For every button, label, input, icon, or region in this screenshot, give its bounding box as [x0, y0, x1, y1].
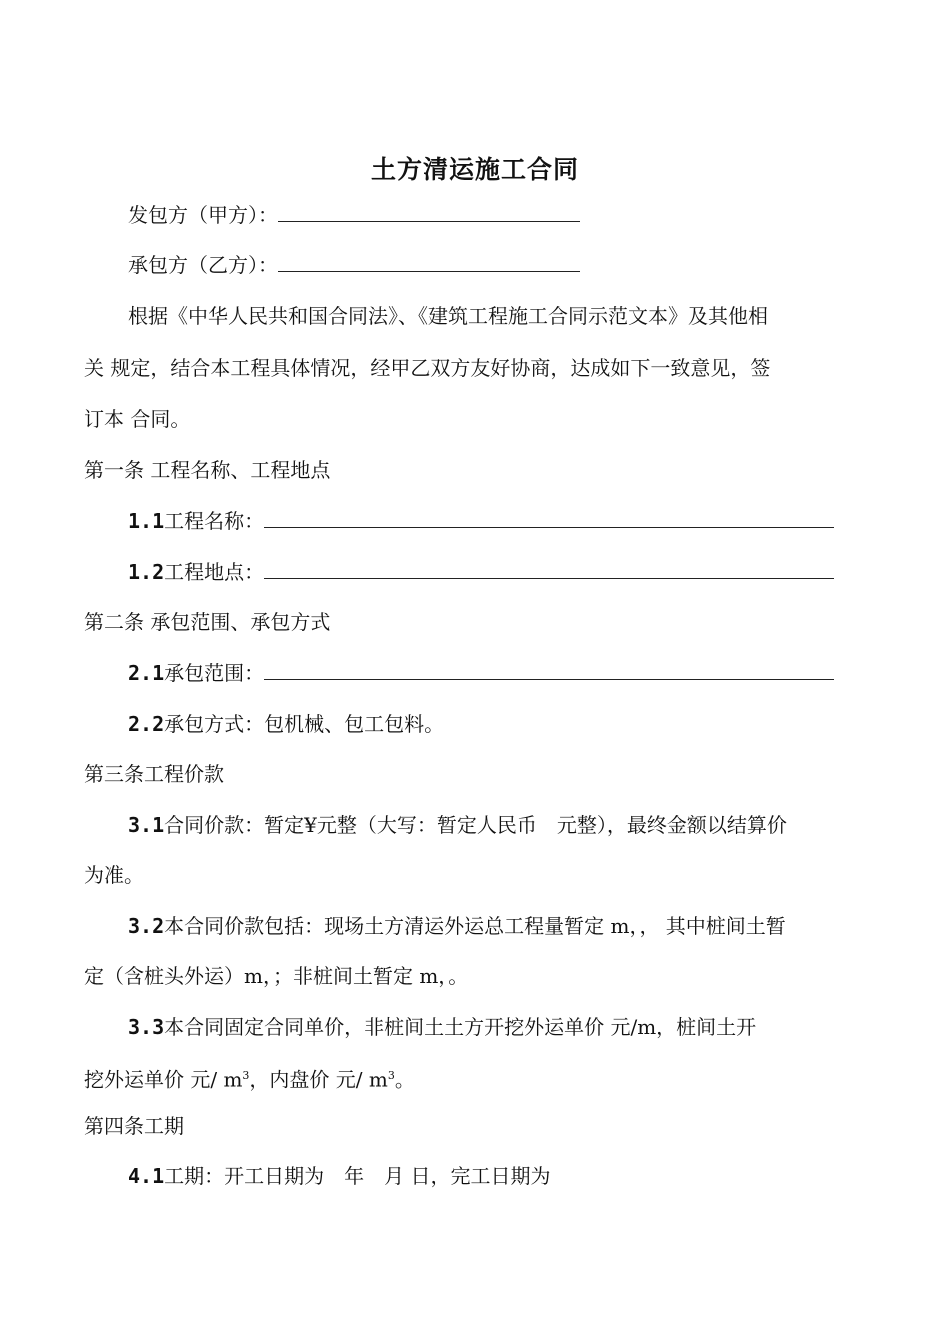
article-4-item-1 — [128, 1163, 550, 1189]
item-number: 1.2 — [128, 560, 165, 584]
item-number: 3.1 — [128, 813, 165, 837]
article-2-item-2 — [128, 711, 444, 737]
party-a-label: 发包方（甲方）： — [128, 203, 278, 227]
item-number: 3.3 — [128, 1015, 165, 1039]
party-a-field[interactable] — [278, 203, 580, 222]
inner-price-text: ，内盘价 元/ m — [249, 1067, 388, 1092]
project-location-field[interactable] — [264, 560, 834, 579]
article-3-item-3 — [128, 1014, 756, 1040]
superscript: 3 — [387, 1069, 395, 1082]
item-number: 2.1 — [128, 661, 165, 685]
article-3-item-3-cont — [84, 1063, 415, 1093]
article-2-heading: 第二条 承包范围、承包方式 — [84, 610, 331, 634]
preamble-line-2: 关 规定，结合本工程具体情况，经甲乙双方友好协商，达成如下一致意见，签 — [84, 356, 771, 380]
preamble-line-3: 订本 合同。 — [84, 407, 191, 431]
article-2-item-1 — [128, 660, 834, 686]
item-text: 工期：开工日期为 年 月 日，完工日期为 — [164, 1164, 551, 1188]
article-4-heading: 第四条工期 — [84, 1114, 184, 1138]
party-b-field[interactable] — [278, 253, 580, 272]
project-name-field[interactable] — [264, 509, 834, 528]
article-1-heading: 第一条 工程名称、工程地点 — [84, 458, 331, 482]
article-1-item-2 — [128, 559, 834, 585]
party-a-line — [128, 202, 580, 228]
item-text: 本合同价款包括：现场土方清运外运总工程量暂定 m，， 其中桩间土暂 — [164, 914, 786, 938]
article-3-item-2 — [128, 913, 786, 939]
article-3-item-1-cont: 为准。 — [84, 863, 144, 887]
article-1-item-1 — [128, 508, 834, 534]
superscript: 3 — [242, 1069, 250, 1082]
item-label: 工程地点： — [164, 560, 265, 584]
item-text: 合同价款：暂定¥元整（大写：暂定人民币 元整），最终金额以结算价 — [164, 813, 787, 837]
item-number: 3.2 — [128, 914, 165, 938]
item-number: 2.2 — [128, 712, 165, 736]
article-3-item-2-cont: 定（含桩头外运）m，；非桩间土暂定 m，。 — [84, 964, 469, 988]
unit-price-text: 挖外运单价 元/ m — [84, 1067, 243, 1092]
preamble-line-1: 根据《中华人民共和国合同法》、《建筑工程施工合同示范文本》及其他相 — [128, 304, 768, 328]
document-title: 土方清运施工合同 — [370, 155, 579, 184]
article-3-item-1 — [128, 812, 787, 838]
party-b-line — [128, 252, 580, 278]
item-text: 本合同固定合同单价，非桩间土土方开挖外运单价 元/m，桩间土开 — [164, 1015, 757, 1039]
item-label: 承包范围： — [164, 661, 265, 685]
contract-scope-field[interactable] — [264, 661, 834, 680]
party-b-label: 承包方（乙方）： — [128, 253, 278, 277]
item-number: 4.1 — [128, 1164, 165, 1188]
item-number: 1.1 — [128, 509, 165, 533]
period-text: 。 — [394, 1067, 415, 1092]
item-text: 承包方式：包机械、包工包料。 — [164, 712, 445, 736]
article-3-heading: 第三条工程价款 — [84, 762, 224, 786]
item-label: 工程名称： — [164, 509, 265, 533]
